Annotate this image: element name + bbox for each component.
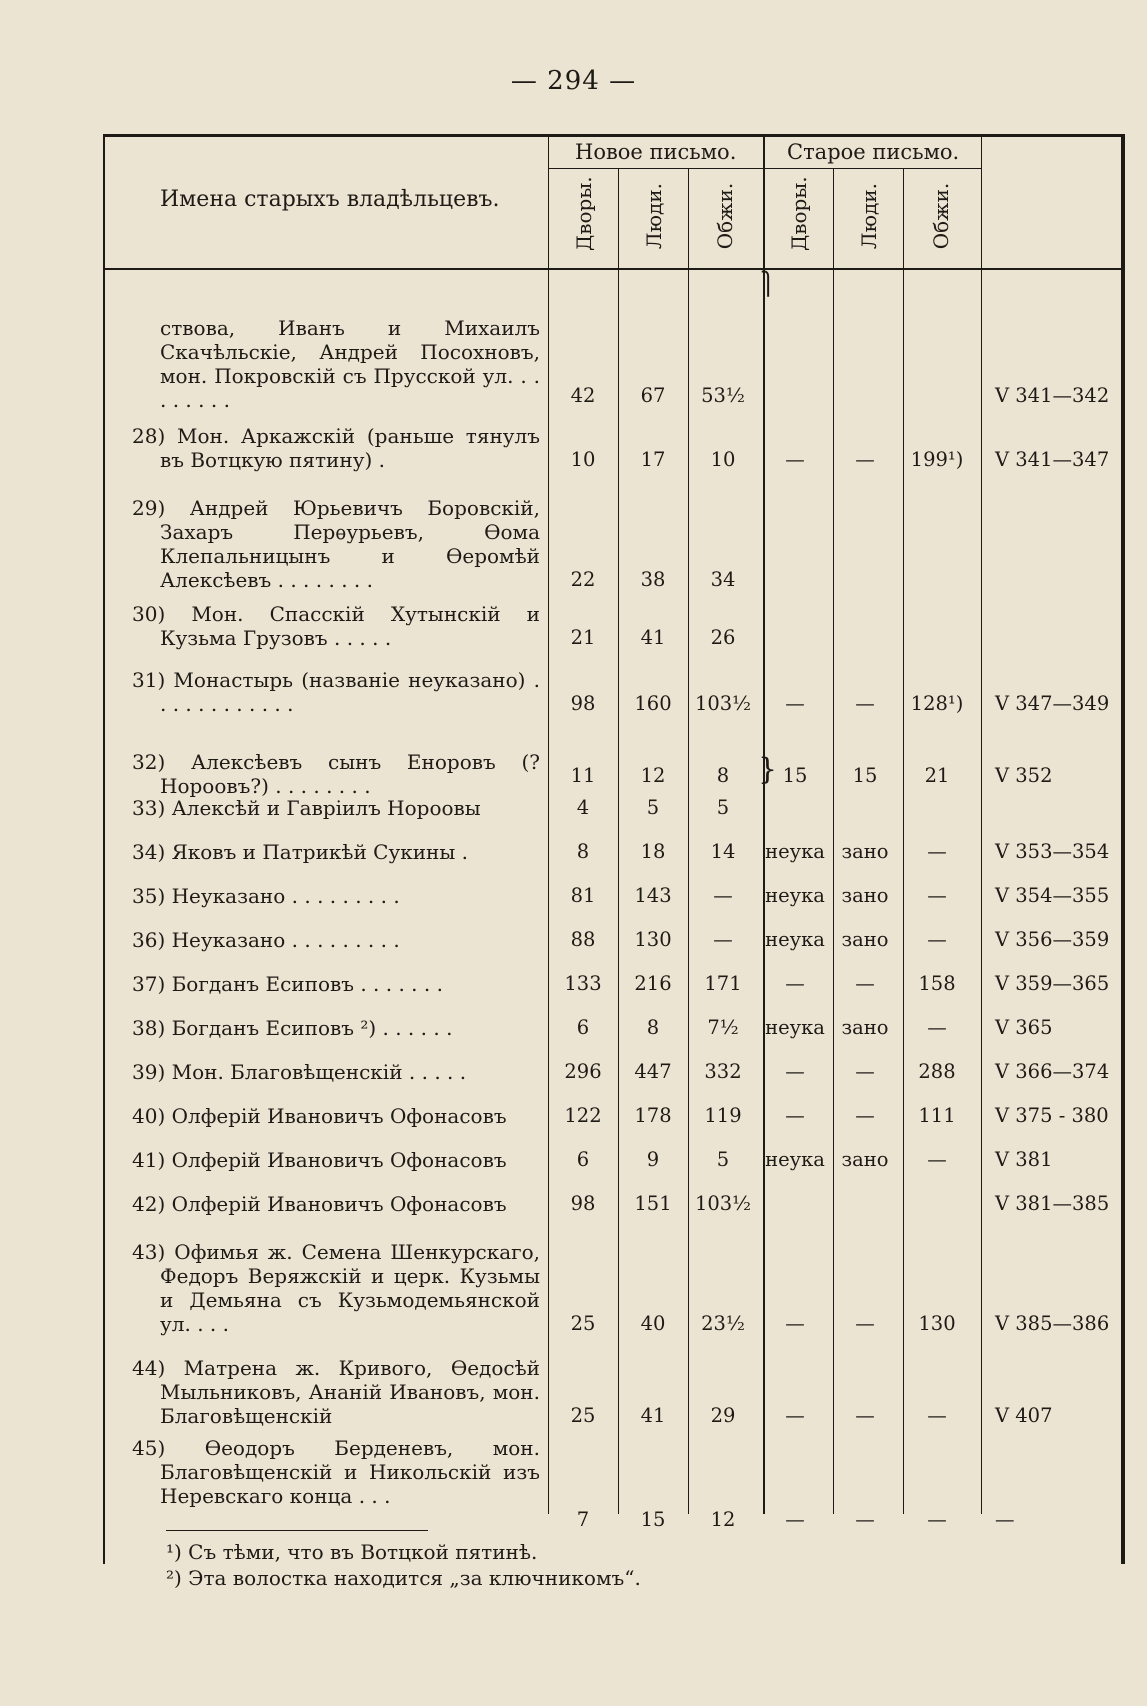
- col-divider: [548, 134, 549, 1514]
- cell-ref: V 407: [995, 1404, 1053, 1427]
- cell-no: 29: [710, 1404, 736, 1427]
- cell-ref: V 365: [995, 1016, 1053, 1039]
- cell-ref: V 341—347: [995, 448, 1110, 471]
- cell-oo: 21: [924, 764, 950, 787]
- cell-no: 7½: [707, 1016, 739, 1039]
- cell-no: 332: [704, 1060, 742, 1083]
- cell-nd: 42: [570, 384, 596, 407]
- cell-no: 5: [716, 1148, 730, 1171]
- cell-no: 103½: [694, 1192, 752, 1215]
- cell-nd: 4: [576, 796, 590, 819]
- cell-oo: 158: [918, 972, 956, 995]
- cell-no: 26: [710, 626, 736, 649]
- cell-ol: 15: [852, 764, 878, 787]
- cell-nl: 447: [634, 1060, 672, 1083]
- cell-od: —: [785, 448, 805, 471]
- cell-ol: —: [855, 1404, 875, 1427]
- cell-nd: 21: [570, 626, 596, 649]
- header-dvory-new: Дворы.: [572, 176, 596, 251]
- header-lyudi-old: Люди.: [857, 182, 881, 250]
- cell-ref: V 353—354: [995, 840, 1110, 863]
- header-obzhi-new: Обжи.: [713, 182, 737, 250]
- cell-ref: V 352: [995, 764, 1053, 787]
- cell-no: 119: [704, 1104, 742, 1127]
- header-separator: [103, 268, 1125, 270]
- cell-oo: 288: [918, 1060, 956, 1083]
- cell-nd: 22: [570, 568, 596, 591]
- cell-nl: 67: [640, 384, 666, 407]
- col-divider: [763, 134, 765, 1514]
- cell-nl: 130: [634, 928, 672, 951]
- cell-ref: V 385—386: [995, 1312, 1110, 1335]
- cell-od: —: [785, 692, 805, 715]
- cell-od: неука: [765, 884, 825, 907]
- row-name: 39) Мон. Благовѣщенскій . . . . .: [132, 1060, 467, 1084]
- col-divider: [903, 168, 904, 1514]
- cell-ref: V 341—342: [995, 384, 1110, 407]
- cell-nd: 25: [570, 1404, 596, 1427]
- cell-ref: V 347—349: [995, 692, 1110, 715]
- cell-nd: 98: [570, 1192, 596, 1215]
- cell-ol: зано: [841, 928, 889, 951]
- cell-od: неука: [765, 1016, 825, 1039]
- cell-nl: 143: [634, 884, 672, 907]
- cell-ref: —: [995, 1508, 1015, 1531]
- cell-od: 15: [782, 764, 808, 787]
- cell-ol: зано: [841, 840, 889, 863]
- cell-oo: —: [927, 1508, 947, 1531]
- header-obzhi-old: Обжи.: [929, 182, 953, 250]
- cell-ol: —: [855, 1508, 875, 1531]
- row-name: 29) Андрей Юрьевичъ Боровскій, Захаръ Перѳурьевъ, Ѳома Клепальницынъ и Ѳеромѣй Алексѣевъ . . . . . . . .: [132, 496, 540, 592]
- row-name: 32) Алексѣевъ сынъ Еноровъ (? Нороовъ?) . . . . . . . .: [132, 750, 540, 798]
- cell-no: —: [713, 884, 733, 907]
- cell-ref: V 354—355: [995, 884, 1110, 907]
- cell-nl: 41: [640, 626, 666, 649]
- cell-od: —: [785, 1060, 805, 1083]
- cell-oo: 111: [918, 1104, 956, 1127]
- cell-oo: —: [927, 884, 947, 907]
- footnote-rule: [166, 1530, 428, 1531]
- cell-no: 12: [710, 1508, 736, 1531]
- cell-no: 23½: [701, 1312, 745, 1335]
- header-lyudi-new: Люди.: [642, 182, 666, 250]
- row-name: 38) Богданъ Есиповъ ²) . . . . . .: [132, 1016, 453, 1040]
- cell-nl: 8: [646, 1016, 660, 1039]
- cell-no: 171: [704, 972, 742, 995]
- row-name: 31) Монастырь (названіе неуказано) . . . . . . . . . . . .: [132, 668, 540, 716]
- cell-nd: 98: [570, 692, 596, 715]
- cell-ol: зано: [841, 1016, 889, 1039]
- header-new-letter: Новое письмо.: [575, 140, 737, 164]
- cell-no: 34: [710, 568, 736, 591]
- cell-nd: 133: [564, 972, 602, 995]
- cell-nd: 11: [570, 764, 596, 787]
- cell-nd: 6: [576, 1016, 590, 1039]
- cell-od: —: [785, 1104, 805, 1127]
- row-name: 37) Богданъ Есиповъ . . . . . . .: [132, 972, 443, 996]
- cell-nd: 88: [570, 928, 596, 951]
- cell-nl: 38: [640, 568, 666, 591]
- cell-ol: —: [855, 1104, 875, 1127]
- cell-oo: —: [927, 928, 947, 951]
- cell-od: —: [785, 1404, 805, 1427]
- cell-nd: 10: [570, 448, 596, 471]
- cell-ol: —: [855, 692, 875, 715]
- cell-nl: 40: [640, 1312, 666, 1335]
- row-name: 34) Яковъ и Патрикѣй Сукины .: [132, 840, 469, 864]
- cell-nd: 8: [576, 840, 590, 863]
- row-name: 45) Ѳеодоръ Берденевъ, мон. Благовѣщенскій и Никольскій изъ Неревскаго конца . . .: [132, 1436, 540, 1508]
- cell-oo: —: [927, 1148, 947, 1171]
- cell-nl: 216: [634, 972, 672, 995]
- page-number: — 294 —: [510, 66, 637, 96]
- row-name: 44) Матрена ж. Кривого, Ѳедосѣй Мыльниковъ, Ананій Ивановъ, мон. Благовѣщенскій: [132, 1356, 540, 1428]
- cell-oo: 130: [918, 1312, 956, 1335]
- col-divider: [618, 168, 619, 1514]
- cell-no: —: [713, 928, 733, 951]
- cell-nl: 18: [640, 840, 666, 863]
- cell-no: 53½: [701, 384, 745, 407]
- row-name: ствова, Иванъ и Михаилъ Скачѣльскіе, Андрей Посохновъ, мон. Покровскій съ Прусской ул. . . . . . . . .: [160, 316, 540, 412]
- row-name: 28) Мон. Аркажскій (раньше тянулъ въ Вотцкую пятину) .: [132, 424, 540, 472]
- cell-nl: 15: [640, 1508, 666, 1531]
- cell-ref: V 381—385: [995, 1192, 1110, 1215]
- cell-od: неука: [765, 928, 825, 951]
- cell-nl: 160: [634, 692, 672, 715]
- cell-nd: 122: [564, 1104, 602, 1127]
- row-name: 41) Олферій Ивановичъ Офонасовъ: [132, 1148, 507, 1172]
- col-divider: [981, 134, 982, 1514]
- cell-od: неука: [765, 840, 825, 863]
- cell-ref: V 366—374: [995, 1060, 1110, 1083]
- cell-nl: 17: [640, 448, 666, 471]
- row-name: 36) Неуказано . . . . . . . . .: [132, 928, 400, 952]
- cell-ref: V 359—365: [995, 972, 1110, 995]
- cell-nl: 5: [646, 796, 660, 819]
- cell-od: —: [785, 1312, 805, 1335]
- cell-oo: —: [927, 1404, 947, 1427]
- cell-nl: 178: [634, 1104, 672, 1127]
- row-name: 42) Олферій Ивановичъ Офонасовъ: [132, 1192, 507, 1216]
- cell-no: 14: [710, 840, 736, 863]
- cell-nl: 9: [646, 1148, 660, 1171]
- cell-nl: 41: [640, 1404, 666, 1427]
- cell-nd: 25: [570, 1312, 596, 1335]
- row-name: 35) Неуказано . . . . . . . . .: [132, 884, 400, 908]
- header-old-letter: Старое письмо.: [787, 140, 960, 164]
- cell-od: неука: [765, 1148, 825, 1171]
- col-divider: [688, 168, 689, 1514]
- cell-od: —: [785, 1508, 805, 1531]
- cell-nl: 151: [634, 1192, 672, 1215]
- cell-no: 8: [716, 764, 730, 787]
- cell-nd: 81: [570, 884, 596, 907]
- grouping-brace: }: [758, 752, 778, 787]
- cell-nl: 12: [640, 764, 666, 787]
- row-name: 40) Олферій Ивановичъ Офонасовъ: [132, 1104, 507, 1128]
- cell-od: —: [785, 972, 805, 995]
- cell-oo: —: [927, 1016, 947, 1039]
- cell-oo: —: [927, 840, 947, 863]
- cell-ol: —: [855, 972, 875, 995]
- cell-ol: зано: [841, 1148, 889, 1171]
- cell-ol: —: [855, 1060, 875, 1083]
- col-divider: [833, 168, 834, 1514]
- cell-ref: V 375 - 380: [995, 1104, 1109, 1127]
- footnote: ¹) Съ тѣми, что въ Вотцкой пятинѣ.: [166, 1540, 538, 1564]
- cell-ref: V 356—359: [995, 928, 1110, 951]
- cell-ref: V 381: [995, 1148, 1053, 1171]
- cell-oo: 128¹): [910, 692, 964, 715]
- cell-nd: 296: [564, 1060, 602, 1083]
- cell-ol: —: [855, 1312, 875, 1335]
- cell-no: 10: [710, 448, 736, 471]
- cell-no: 5: [716, 796, 730, 819]
- footnote: ²) Эта волостка находится „за ключникомъ“.: [166, 1566, 641, 1590]
- cell-ol: —: [855, 448, 875, 471]
- header-dvory-old: Дворы.: [787, 176, 811, 251]
- cell-oo: 199¹): [910, 448, 964, 471]
- row-name: 33) Алексѣй и Гавріилъ Нороовы: [132, 796, 481, 820]
- cell-nd: 6: [576, 1148, 590, 1171]
- row-name: 30) Мон. Спасскій Хутынскій и Кузьма Грузовъ . . . . .: [132, 602, 540, 650]
- cell-no: 103½: [694, 692, 752, 715]
- grouping-brace: ⎫: [760, 272, 777, 297]
- header-names: Имена старыхъ владѣльцевъ.: [160, 187, 500, 212]
- cell-ol: зано: [841, 884, 889, 907]
- cell-nd: 7: [576, 1508, 590, 1531]
- row-name: 43) Офимья ж. Семена Шенкурскаго, Федоръ Веряжскій и церк. Кузьмы и Демьяна съ Кузьмодемьянской ул. . . .: [132, 1240, 540, 1336]
